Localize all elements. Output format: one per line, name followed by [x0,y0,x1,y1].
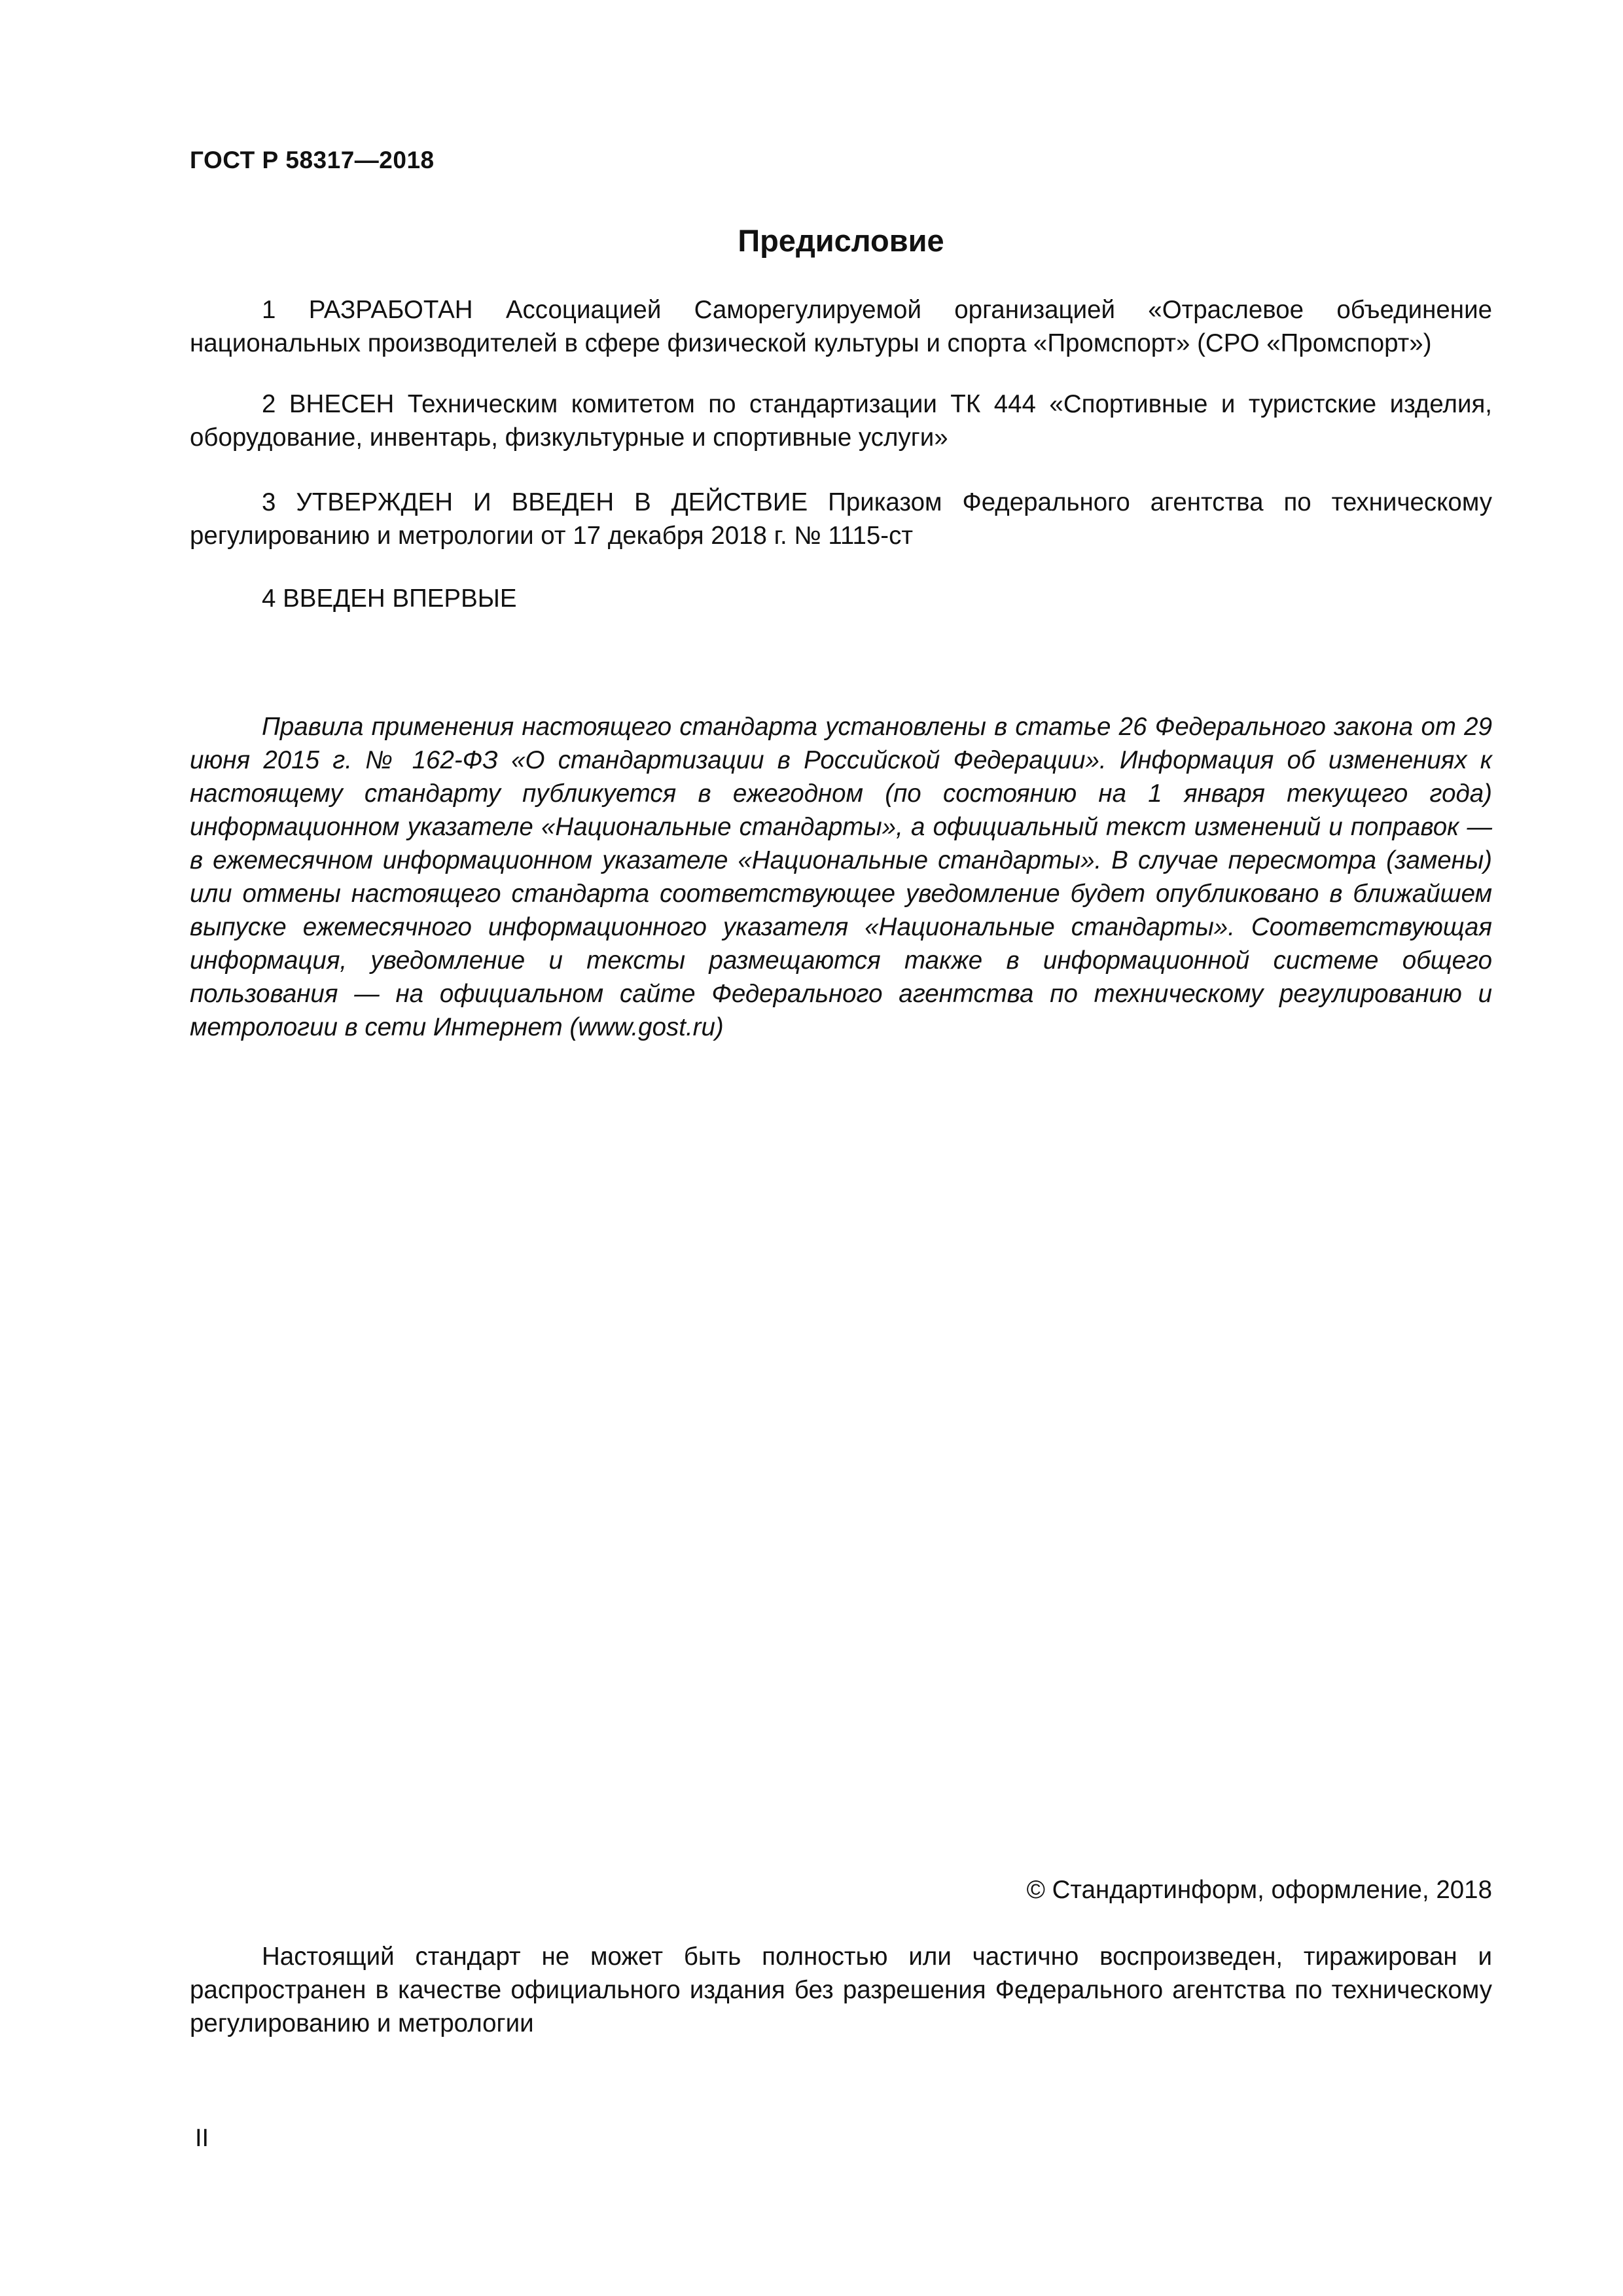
page-number: II [195,2125,209,2152]
reproduction-notice-paragraph: Настоящий стандарт не может быть полностью или частично воспроизведен, тиражирован и распространен в качестве официального издания без разрешения Федерального агентства по техническому регулированию и метрологии [190,1943,1492,2037]
section-approved-by: 3 УТВЕРЖДЕН И ВВЕДЕН В ДЕЙСТВИЕ Приказом Федерального агентства по техническому регулированию и метрологии от 17 декабря 2018 г. № 1115-ст [190,488,1492,550]
section-developed-by: 1 РАЗРАБОТАН Ассоциацией Саморегулируемой организацией «Отраслевое объединение национальных производителей в сфере физической культуры и спорта «Промспорт» (СРО «Промспорт») [190,296,1492,357]
copyright-line: © Стандартинформ, оформление, 2018 [1026,1876,1492,1904]
section-submitted-by: 2 ВНЕСЕН Техническим комитетом по стандартизации ТК 444 «Спортивные и туристские изделия, оборудование, инвентарь, физкультурные и спортивные услуги» [190,390,1492,452]
page-title: Предисловие [738,223,944,258]
section-introduced-first: 4 ВВЕДЕН ВПЕРВЫЕ [262,584,517,613]
standard-code-header: ГОСТ Р 58317—2018 [190,147,435,173]
rules-notice-paragraph: Правила применения настоящего стандарта установлены в статье 26 Федерального закона от 29 июня 2015 г. № 162-ФЗ «О стандартизации в Российской Федерации». Информация об изменениях к настоящему стандарту публикуется в ежегодном (по состоянию на 1 января текущего года) информационном указателе «Национальные стандарты», а официальный текст изменений и поправок — в ежемесячном информационном указателе «Национальные стандарты». В случае пересмотра (замены) или отмены настоящего стандарта соответствующее уведомление будет опубликовано в ближайшем выпуске ежемесячного информационного указателя «Национальные стандарты». Соответствующая информация, уведомление и тексты размещаются также в информационной системе общего пользования — на официальном сайте Федерального агентства по техническому регулированию и метрологии в сети Интернет (www.gost.ru) [190,713,1492,1041]
